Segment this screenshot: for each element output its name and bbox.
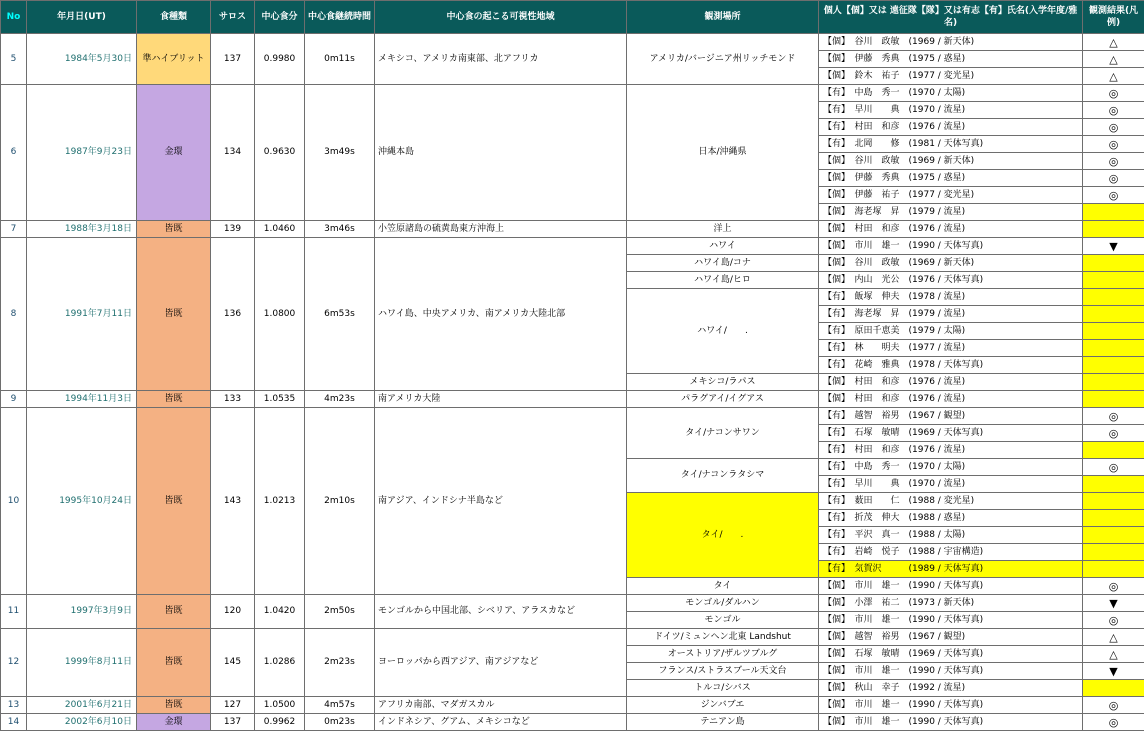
header-type: 食種類 [137,1,211,34]
cell-result [1083,442,1144,459]
cell-result: ▼ [1083,595,1144,612]
cell-observer: 【有】 林 明夫 (1977 / 流星) [819,340,1083,357]
cell-region: 南アメリカ大陸 [375,391,627,408]
cell-duration: 2m23s [305,629,375,697]
cell-observer: 【個】 鈴木 祐子 (1977 / 変光星) [819,68,1083,85]
cell-date: 1995年10月24日 [27,408,137,595]
cell-location: 洋上 [627,221,819,238]
cell-magnitude: 0.9630 [255,85,305,221]
cell-result [1083,289,1144,306]
cell-magnitude: 1.0213 [255,408,305,595]
cell-observer: 【有】 折茂 伸大 (1988 / 惑星) [819,510,1083,527]
cell-observer: 【有】 村田 和彦 (1976 / 流星) [819,119,1083,136]
cell-observer: 【個】 村田 和彦 (1976 / 流星) [819,391,1083,408]
cell-result: ▼ [1083,238,1144,255]
cell-type: 皆既 [137,629,211,697]
cell-observer: 【個】 谷川 政敏 (1969 / 新天体) [819,153,1083,170]
cell-region: メキシコ、アメリカ南東部、北アフリカ [375,34,627,85]
cell-location: テニアン島 [627,714,819,731]
cell-location: タイ [627,578,819,595]
cell-region: 小笠原諸島の硫黄島東方沖海上 [375,221,627,238]
cell-location: トルコ/シバス [627,680,819,697]
cell-region: 南アジア、インドシナ半島など [375,408,627,595]
cell-magnitude: 1.0500 [255,697,305,714]
cell-observer: 【個】 市川 雄一 (1990 / 天体写真) [819,578,1083,595]
cell-observer: 【個】 伊藤 秀典 (1975 / 惑星) [819,51,1083,68]
cell-result [1083,255,1144,272]
cell-observer: 【有】 原田千恵美 (1979 / 太陽) [819,323,1083,340]
cell-observer: 【個】 石塚 敏晴 (1969 / 天体写真) [819,646,1083,663]
cell-result [1083,306,1144,323]
cell-observer: 【有】 平沢 真一 (1988 / 太陽) [819,527,1083,544]
cell-magnitude: 0.9962 [255,714,305,731]
cell-saros: 133 [211,391,255,408]
cell-observer: 【有】 気賀沢 (1989 / 天体写真) [819,561,1083,578]
cell-no: 5 [1,34,27,85]
cell-date: 1999年8月11日 [27,629,137,697]
cell-saros: 127 [211,697,255,714]
header-region: 中心食の起こる可視性地域 [375,1,627,34]
cell-result: ◎ [1083,187,1144,204]
header-magnitude: 中心食分 [255,1,305,34]
cell-result: ▼ [1083,663,1144,680]
cell-observer: 【有】 花崎 雅典 (1978 / 天体写真) [819,357,1083,374]
cell-observer: 【個】 市川 雄一 (1990 / 天体写真) [819,663,1083,680]
cell-result: ◎ [1083,136,1144,153]
cell-no: 13 [1,697,27,714]
table-row [1,408,1144,425]
cell-duration: 2m10s [305,408,375,595]
cell-type: 皆既 [137,408,211,595]
cell-observer: 【個】 越智 裕男 (1967 / 観望) [819,629,1083,646]
table-row [1,238,1144,255]
cell-observer: 【個】 小澤 祐二 (1973 / 新天体) [819,595,1083,612]
cell-magnitude: 1.0535 [255,391,305,408]
cell-duration: 4m23s [305,391,375,408]
cell-date: 1997年3月9日 [27,595,137,629]
cell-location: ジンバブエ [627,697,819,714]
table-row [1,85,1144,102]
cell-date: 2002年6月10日 [27,714,137,731]
cell-magnitude: 1.0286 [255,629,305,697]
cell-location: オーストリア/ザルツブルグ [627,646,819,663]
cell-result: ◎ [1083,697,1144,714]
cell-location: ハワイ島/ヒロ [627,272,819,289]
cell-result [1083,544,1144,561]
cell-observer: 【個】 谷川 政敏 (1969 / 新天体) [819,255,1083,272]
cell-magnitude: 0.9980 [255,34,305,85]
cell-observer: 【個】 市川 雄一 (1990 / 天体写真) [819,612,1083,629]
header-duration: 中心食継続時間 [305,1,375,34]
cell-duration: 2m50s [305,595,375,629]
cell-type: 皆既 [137,221,211,238]
cell-date: 2001年6月21日 [27,697,137,714]
cell-result: ◎ [1083,408,1144,425]
cell-observer: 【個】 海老塚 昇 (1979 / 流星) [819,204,1083,221]
cell-observer: 【有】 飯塚 伸夫 (1978 / 流星) [819,289,1083,306]
cell-location: ハワイ/ . [627,289,819,374]
cell-location: パラグアイ/イグアス [627,391,819,408]
cell-result: ◎ [1083,459,1144,476]
cell-result [1083,476,1144,493]
table-row [1,34,1144,51]
cell-no: 6 [1,85,27,221]
cell-date: 1991年7月11日 [27,238,137,391]
cell-region: ヨーロッパから西アジア、南アジアなど [375,629,627,697]
cell-result: ◎ [1083,612,1144,629]
cell-magnitude: 1.0800 [255,238,305,391]
cell-observer: 【個】 市川 雄一 (1990 / 天体写真) [819,238,1083,255]
cell-result [1083,323,1144,340]
cell-observer: 【個】 谷川 政敏 (1969 / 新天体) [819,34,1083,51]
cell-duration: 6m53s [305,238,375,391]
cell-saros: 120 [211,595,255,629]
cell-duration: 3m46s [305,221,375,238]
table-row [1,391,1144,408]
cell-result: △ [1083,629,1144,646]
cell-observer: 【有】 薮田 仁 (1988 / 変光星) [819,493,1083,510]
cell-result: ◎ [1083,119,1144,136]
cell-saros: 143 [211,408,255,595]
cell-location: フランス/ストラスブール天文台 [627,663,819,680]
cell-result: ◎ [1083,578,1144,595]
cell-result: ◎ [1083,85,1144,102]
cell-result: △ [1083,34,1144,51]
cell-result [1083,272,1144,289]
cell-observer: 【個】 伊藤 祐子 (1977 / 変光星) [819,187,1083,204]
cell-no: 12 [1,629,27,697]
cell-observer: 【有】 中島 秀一 (1970 / 太陽) [819,459,1083,476]
cell-result [1083,204,1144,221]
cell-observer: 【有】 中島 秀一 (1970 / 太陽) [819,85,1083,102]
cell-observer: 【有】 石塚 敏晴 (1969 / 天体写真) [819,425,1083,442]
cell-location: モンゴル/ダルハン [627,595,819,612]
cell-observer: 【有】 岩崎 悦子 (1988 / 宇宙構造) [819,544,1083,561]
cell-region: アフリカ南部、マダガスカル [375,697,627,714]
cell-observer: 【個】 内山 光公 (1976 / 天体写真) [819,272,1083,289]
cell-date: 1994年11月3日 [27,391,137,408]
table-row [1,595,1144,612]
cell-type: 皆既 [137,595,211,629]
cell-date: 1984年5月30日 [27,34,137,85]
cell-observer: 【有】 越智 裕男 (1967 / 観望) [819,408,1083,425]
cell-result: ◎ [1083,714,1144,731]
cell-location: ハワイ [627,238,819,255]
cell-location: タイ/ナコンラタシマ [627,459,819,493]
cell-type: 金環 [137,85,211,221]
cell-region: 沖縄本島 [375,85,627,221]
cell-duration: 0m23s [305,714,375,731]
cell-observer: 【個】 村田 和彦 (1976 / 流星) [819,374,1083,391]
cell-result [1083,561,1144,578]
cell-region: ハワイ島、中央アメリカ、南アメリカ大陸北部 [375,238,627,391]
cell-result [1083,374,1144,391]
cell-type: 皆既 [137,697,211,714]
cell-observer: 【有】 村田 和彦 (1976 / 流星) [819,442,1083,459]
cell-duration: 3m49s [305,85,375,221]
cell-location: メキシコ/ラパス [627,374,819,391]
header-row [1,1,1144,34]
cell-observer: 【個】 村田 和彦 (1976 / 流星) [819,221,1083,238]
cell-observer: 【有】 海老塚 昇 (1979 / 流星) [819,306,1083,323]
cell-type: 金環 [137,714,211,731]
cell-result: ◎ [1083,153,1144,170]
cell-result: ◎ [1083,102,1144,119]
cell-result [1083,680,1144,697]
cell-no: 9 [1,391,27,408]
cell-saros: 136 [211,238,255,391]
cell-observer: 【個】 市川 雄一 (1990 / 天体写真) [819,697,1083,714]
cell-result [1083,510,1144,527]
cell-observer: 【個】 市川 雄一 (1990 / 天体写真) [819,714,1083,731]
cell-saros: 137 [211,34,255,85]
header-date: 年月日(UT) [27,1,137,34]
cell-observer: 【有】 早川 典 (1970 / 流星) [819,102,1083,119]
cell-type: 準ハイブリット [137,34,211,85]
cell-no: 11 [1,595,27,629]
header-no: No [1,1,27,34]
cell-saros: 137 [211,714,255,731]
cell-location: ハワイ島/コナ [627,255,819,272]
cell-date: 1987年9月23日 [27,85,137,221]
cell-location: アメリカ/バージニア州リッチモンド [627,34,819,85]
cell-result: ◎ [1083,425,1144,442]
cell-type: 皆既 [137,238,211,391]
cell-duration: 0m11s [305,34,375,85]
cell-observer: 【有】 早川 典 (1970 / 流星) [819,476,1083,493]
header-saros: サロス [211,1,255,34]
cell-location: 日本/沖縄県 [627,85,819,221]
cell-duration: 4m57s [305,697,375,714]
cell-region: モンゴルから中国北部、シベリア、アラスカなど [375,595,627,629]
cell-no: 8 [1,238,27,391]
cell-magnitude: 1.0420 [255,595,305,629]
cell-observer: 【個】 秋山 幸子 (1992 / 流星) [819,680,1083,697]
cell-magnitude: 1.0460 [255,221,305,238]
cell-location: タイ/ . [627,493,819,578]
cell-result [1083,391,1144,408]
cell-result: △ [1083,646,1144,663]
cell-region: インドネシア、グアム、メキシコなど [375,714,627,731]
header-result: 観測結果(凡例) [1083,1,1144,34]
cell-result [1083,357,1144,374]
cell-observer: 【有】 北岡 修 (1981 / 天体写真) [819,136,1083,153]
cell-result: △ [1083,68,1144,85]
table-row [1,697,1144,714]
cell-saros: 134 [211,85,255,221]
header-observer: 個人【個】又は 遠征隊【隊】又は有志【有】氏名(入学年度/雅名) [819,1,1083,34]
cell-saros: 139 [211,221,255,238]
table-row [1,714,1144,731]
header-location: 観測場所 [627,1,819,34]
cell-no: 7 [1,221,27,238]
cell-location: モンゴル [627,612,819,629]
cell-result [1083,340,1144,357]
cell-result [1083,493,1144,510]
cell-result [1083,221,1144,238]
cell-location: ドイツ/ミュンヘン北東 Landshut [627,629,819,646]
table-row [1,221,1144,238]
cell-no: 10 [1,408,27,595]
table-row [1,629,1144,646]
cell-type: 皆既 [137,391,211,408]
cell-result: △ [1083,51,1144,68]
cell-result: ◎ [1083,170,1144,187]
cell-no: 14 [1,714,27,731]
cell-date: 1988年3月18日 [27,221,137,238]
cell-result [1083,527,1144,544]
cell-location: タイ/ナコンサワン [627,408,819,459]
cell-saros: 145 [211,629,255,697]
cell-observer: 【個】 伊藤 秀典 (1975 / 惑星) [819,170,1083,187]
